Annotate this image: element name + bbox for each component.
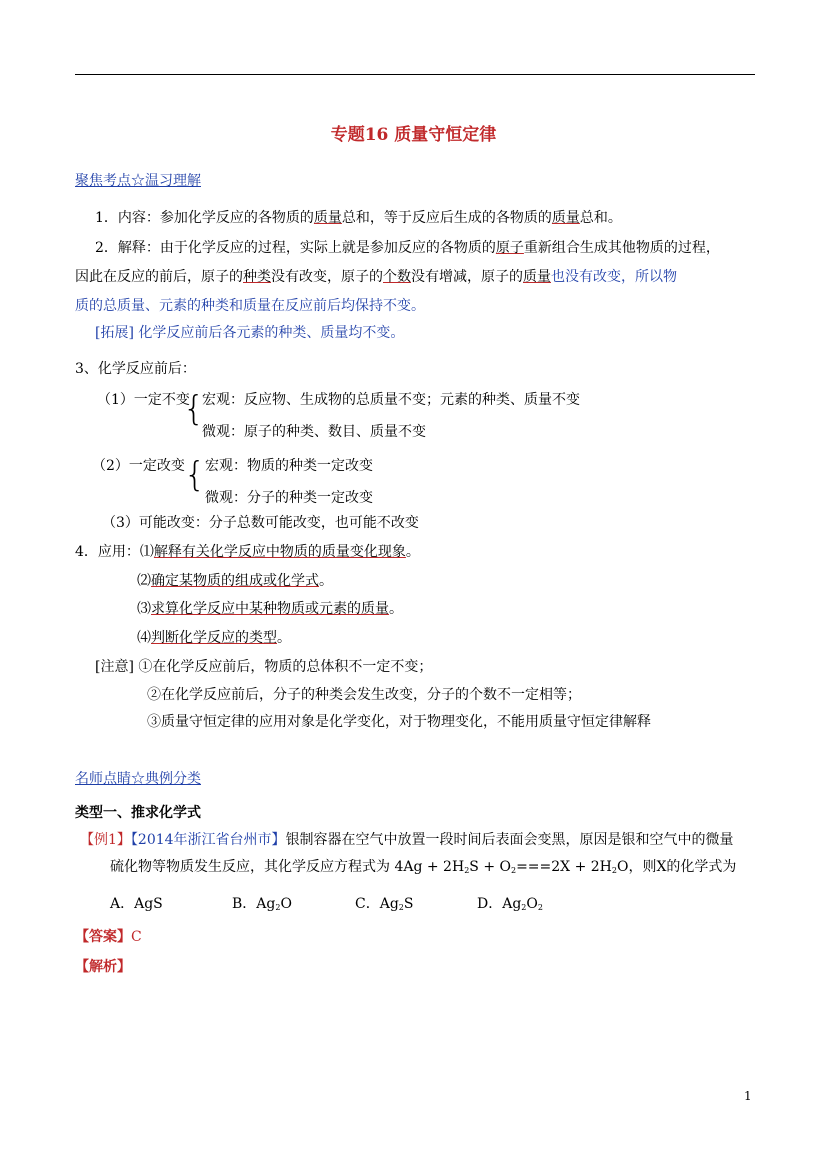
option-c-subscript: 2 bbox=[398, 903, 404, 912]
application-num-4: ⑷ bbox=[137, 630, 151, 646]
content-lead: 1．内容：参加化学反应的各物质的 bbox=[95, 210, 314, 226]
example-line-1 bbox=[80, 829, 734, 849]
explain-line-3: 质的总质量、元素的种类和质量在反应前后均保持不变。 bbox=[75, 298, 425, 314]
unchanged-brace: { bbox=[183, 389, 205, 429]
option-b-text-a: B．Ag bbox=[232, 896, 276, 912]
example-text-1: 银制容器在空气中放置一段时间后表面会变黑，原因是银和空气中的微量 bbox=[285, 832, 734, 848]
explain-text-e: 没有增减，原子的 bbox=[411, 269, 523, 285]
option-d-subscript-1: 2 bbox=[521, 903, 527, 912]
section-heading-examples: 名师点睛☆典例分类 bbox=[75, 771, 201, 787]
before-after-heading: 3、化学反应前后： bbox=[75, 361, 196, 377]
unchanged-label: （1）一定不变 bbox=[97, 392, 190, 408]
expand-note: [拓展] 化学反应前后各元素的种类、质量均不变。 bbox=[95, 325, 405, 341]
changed-micro: 微观：分子的种类一定改变 bbox=[205, 490, 373, 506]
content-tail: 总和。 bbox=[579, 210, 622, 226]
option-b-text-b: O bbox=[280, 896, 292, 912]
content-mid: 总和，等于反应后生成的各物质的 bbox=[341, 210, 552, 226]
explain-text-f: 也没有改变，所以物 bbox=[551, 269, 677, 285]
example-label: 【例1】 bbox=[80, 832, 131, 848]
explain-line-1 bbox=[95, 237, 720, 257]
unchanged-micro: 微观：原子的种类、数目、质量不变 bbox=[202, 424, 426, 440]
changed-macro: 宏观：物质的种类一定改变 bbox=[205, 458, 373, 474]
application-lead: 4．应用：⑴ bbox=[75, 544, 154, 560]
example-source: 【2014年浙江省台州市】 bbox=[130, 832, 286, 848]
application-text-4: 判断化学反应的类型 bbox=[151, 630, 277, 646]
analysis-label: 【解析】 bbox=[75, 959, 131, 975]
option-d bbox=[477, 893, 543, 913]
application-num-3: ⑶ bbox=[137, 601, 151, 617]
application-text-3: 求算化学反应中某种物质或元素的质量 bbox=[151, 601, 389, 617]
content-keyword-mass2: 质量 bbox=[551, 210, 580, 226]
explain-keyword-mass: 质量 bbox=[523, 269, 551, 285]
equation-subscript-1: 2 bbox=[464, 866, 470, 875]
equation-subscript-3: 2 bbox=[611, 866, 617, 875]
equation-part-d: O，则X的化学式为 bbox=[616, 859, 737, 875]
answer-label: 【答案】 bbox=[75, 929, 131, 945]
explain-keyword-number: 个数 bbox=[383, 269, 411, 285]
explain-text-a: 2．解释：由于化学反应的过程，实际上就是参加反应的各物质的 bbox=[95, 240, 496, 256]
changed-brace: { bbox=[184, 455, 206, 495]
option-d-text-a: D．Ag bbox=[477, 896, 522, 912]
content-keyword-mass1: 质量 bbox=[313, 210, 342, 226]
explain-keyword-atom: 原子 bbox=[495, 240, 524, 256]
maybe-changed-line: （3）可能改变：分子总数可能改变，也可能不改变 bbox=[102, 515, 419, 531]
explain-text-d: 没有改变，原子的 bbox=[271, 269, 383, 285]
option-d-text-b: O bbox=[526, 896, 538, 912]
application-item-3 bbox=[137, 598, 403, 618]
answer-line bbox=[75, 926, 142, 946]
explain-line-2 bbox=[75, 266, 677, 286]
equation-part-b: S + O bbox=[469, 859, 511, 875]
explain-keyword-kind: 种类 bbox=[243, 269, 271, 285]
application-item-2 bbox=[137, 570, 333, 590]
page-number: 1 bbox=[744, 1089, 752, 1103]
equation-part-a: 硫化物等物质发生反应，其化学反应方程式为 4Ag + 2H bbox=[110, 859, 465, 875]
type-heading: 类型一、推求化学式 bbox=[75, 805, 201, 821]
note-line-2: ②在化学反应前后，分子的种类会发生改变，分子的个数不一定相等； bbox=[147, 687, 581, 703]
option-b-subscript: 2 bbox=[275, 903, 281, 912]
option-c-text-b: S bbox=[403, 896, 414, 912]
application-num-2: ⑵ bbox=[137, 573, 151, 589]
option-c-text-a: C．Ag bbox=[355, 896, 399, 912]
application-item-4 bbox=[137, 627, 291, 647]
application-text-1: 解释有关化学反应中物质的质量变化现象 bbox=[153, 544, 406, 560]
section-heading-focus: 聚焦考点☆温习理解 bbox=[75, 173, 201, 189]
application-item-1 bbox=[75, 541, 420, 561]
equation-subscript-2: 2 bbox=[510, 866, 517, 875]
option-d-subscript-2: 2 bbox=[537, 903, 543, 912]
explain-text-b: 重新组合生成其他物质的过程， bbox=[523, 240, 720, 256]
application-end-3: 。 bbox=[389, 601, 403, 617]
application-end-4: 。 bbox=[277, 630, 291, 646]
application-text-2: 确定某物质的组成或化学式 bbox=[151, 573, 319, 589]
example-line-2 bbox=[110, 856, 736, 876]
changed-label: （2）一定改变 bbox=[92, 458, 185, 474]
application-end-1: 。 bbox=[405, 544, 420, 560]
explain-text-c: 因此在反应的前后，原子的 bbox=[75, 269, 243, 285]
content-line bbox=[95, 207, 622, 227]
option-b bbox=[232, 893, 292, 913]
unchanged-macro: 宏观：反应物、生成物的总质量不变；元素的种类、质量不变 bbox=[202, 392, 580, 408]
page-title: 专题16 质量守恒定律 bbox=[330, 125, 497, 145]
application-end-2: 。 bbox=[319, 573, 333, 589]
option-a: A．AgS bbox=[110, 896, 163, 912]
option-c bbox=[355, 893, 413, 913]
equation-part-c: ===2X + 2H bbox=[516, 859, 612, 875]
answer-value: C bbox=[131, 929, 142, 945]
note-line-1: [注意] ①在化学反应前后，物质的总体积不一定不变； bbox=[95, 659, 433, 675]
header-rule bbox=[75, 74, 755, 75]
note-line-3: ③质量守恒定律的应用对象是化学变化，对于物理变化，不能用质量守恒定律解释 bbox=[147, 714, 651, 730]
